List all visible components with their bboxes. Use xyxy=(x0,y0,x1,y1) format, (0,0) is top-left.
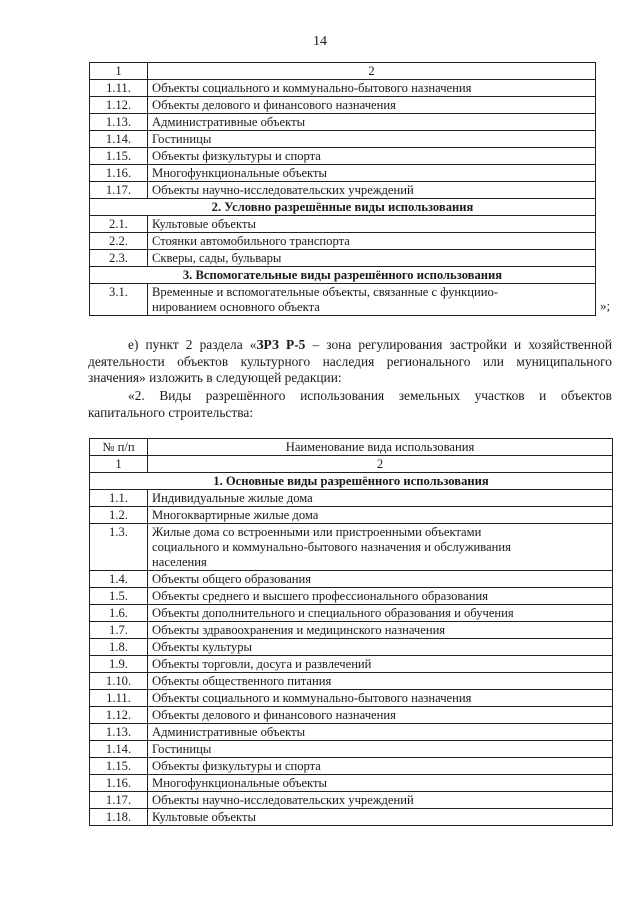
row-number: 1.14. xyxy=(90,131,148,148)
row-text: Объекты общего образования xyxy=(148,571,613,588)
row-text: Индивидуальные жилые дома xyxy=(148,490,613,507)
table-row xyxy=(90,216,596,233)
table-row xyxy=(90,571,613,588)
row-number: 1.11. xyxy=(90,80,148,97)
row-text: Гостиницы xyxy=(148,131,596,148)
zone-code: ЗРЗ Р-5 xyxy=(256,337,306,352)
row-number: 1.15. xyxy=(90,148,148,165)
row-number: 1.5. xyxy=(90,588,148,605)
table-row xyxy=(90,673,613,690)
row-text: Объекты социального и коммунально-бытового назначения xyxy=(148,690,613,707)
row-text: Скверы, сады, бульвары xyxy=(148,250,596,267)
row-text: Административные объекты xyxy=(148,114,596,131)
row-text: Объекты общественного питания xyxy=(148,673,613,690)
table-header-row xyxy=(90,439,613,456)
row-number: 1.8. xyxy=(90,639,148,656)
amendment-paragraph xyxy=(88,337,612,387)
table-subheader-row xyxy=(90,456,613,473)
row-number: 1.10. xyxy=(90,673,148,690)
table-row xyxy=(90,656,613,673)
table-row xyxy=(90,233,596,250)
column-number-header: 1 xyxy=(90,63,148,80)
row-text: Культовые объекты xyxy=(148,216,596,233)
row-number: 1.2. xyxy=(90,507,148,524)
row-number: 1.14. xyxy=(90,741,148,758)
row-text: Административные объекты xyxy=(148,724,613,741)
row-number: 1.18. xyxy=(90,809,148,826)
column-number-header: № п/п xyxy=(90,439,148,456)
table-row xyxy=(90,114,596,131)
table-row xyxy=(90,741,613,758)
column-name-header: Наименование вида использования xyxy=(148,439,613,456)
row-text: Многофункциональные объекты xyxy=(148,775,613,792)
row-text: Объекты среднего и высшего профессионального образования xyxy=(148,588,613,605)
table-row xyxy=(90,131,596,148)
row-text: Объекты здравоохранения и медицинского назначения xyxy=(148,622,613,639)
row-number: 1.12. xyxy=(90,707,148,724)
section-heading-conditional: 2. Условно разрешённые виды использования xyxy=(90,199,596,216)
row-number: 1.17. xyxy=(90,792,148,809)
table-row xyxy=(90,690,613,707)
row-number: 1.15. xyxy=(90,758,148,775)
row-number: 1.1. xyxy=(90,490,148,507)
column-name-header: 2 xyxy=(148,63,596,80)
paragraph-prefix: е) пункт 2 раздела « xyxy=(128,337,257,352)
row-number: 1.11. xyxy=(90,690,148,707)
row-number: 1.13. xyxy=(90,114,148,131)
row-text xyxy=(148,524,613,571)
table-row xyxy=(90,588,613,605)
column-index-2: 2 xyxy=(148,456,613,473)
row-text: Объекты научно-исследовательских учреждений xyxy=(148,792,613,809)
row-text: Объекты социального и коммунально-бытового назначения xyxy=(148,80,596,97)
section-heading-row xyxy=(90,473,613,490)
page-number: 14 xyxy=(313,34,327,49)
row-text: Объекты делового и финансового назначения xyxy=(148,97,596,114)
row-text-line: социального и коммунально-бытового назначения и обслуживания xyxy=(152,540,511,554)
table-row xyxy=(90,622,613,639)
row-number: 1.16. xyxy=(90,775,148,792)
row-text-line: нированием основного объекта xyxy=(152,300,320,314)
column-index-1: 1 xyxy=(90,456,148,473)
row-number: 1.3. xyxy=(90,524,148,571)
row-number: 1.7. xyxy=(90,622,148,639)
row-text xyxy=(148,284,596,316)
table-row xyxy=(90,758,613,775)
row-text: Многоквартирные жилые дома xyxy=(148,507,613,524)
closing-quote: »; xyxy=(600,298,611,313)
table-row xyxy=(90,792,613,809)
row-number: 2.3. xyxy=(90,250,148,267)
row-number: 1.17. xyxy=(90,182,148,199)
row-text: Стоянки автомобильного транспорта xyxy=(148,233,596,250)
table-row xyxy=(90,639,613,656)
section-intro-paragraph xyxy=(88,388,612,421)
table-header-row xyxy=(90,63,596,80)
row-text: Объекты торговли, досуга и развлечений xyxy=(148,656,613,673)
table-row xyxy=(90,250,596,267)
row-number: 1.16. xyxy=(90,165,148,182)
row-text: Многофункциональные объекты xyxy=(148,165,596,182)
row-text: Объекты дополнительного и специального образования и обучения xyxy=(148,605,613,622)
row-number: 1.4. xyxy=(90,571,148,588)
table-row xyxy=(90,809,613,826)
row-number: 2.2. xyxy=(90,233,148,250)
table-row xyxy=(90,182,596,199)
section-heading-main: 1. Основные виды разрешённого использования xyxy=(90,473,613,490)
row-text: Культовые объекты xyxy=(148,809,613,826)
table-row xyxy=(90,775,613,792)
permitted-uses-table xyxy=(89,438,613,826)
row-text: Гостиницы xyxy=(148,741,613,758)
table-row xyxy=(90,507,613,524)
row-text-line: Жилые дома со встроенными или пристроенными объектами xyxy=(152,525,482,539)
table-row xyxy=(90,165,596,182)
row-text: Объекты физкультуры и спорта xyxy=(148,148,596,165)
paragraph-suffix: – зона регулирования застройки и хозяйственной деятельности объектов культурного наследия регионального или муниципального значения» изложить в следующей редакции: xyxy=(88,337,612,385)
table-row xyxy=(90,524,613,571)
section-heading-row xyxy=(90,199,596,216)
row-text-line: Временные и вспомогательные объекты, связанные с функциио- xyxy=(152,285,498,299)
row-text: Объекты делового и финансового назначения xyxy=(148,707,613,724)
table-row xyxy=(90,490,613,507)
permitted-uses-table-continued xyxy=(89,62,596,316)
row-number: 1.12. xyxy=(90,97,148,114)
table-row xyxy=(90,284,596,316)
table-row xyxy=(90,80,596,97)
row-text: Объекты научно-исследовательских учреждений xyxy=(148,182,596,199)
table-row xyxy=(90,707,613,724)
row-number: 1.6. xyxy=(90,605,148,622)
row-number: 2.1. xyxy=(90,216,148,233)
row-number: 3.1. xyxy=(90,284,148,316)
paragraph-text: «2. Виды разрешённого использования земельных участков и объектов капитального строительства: xyxy=(88,388,612,420)
row-text: Объекты физкультуры и спорта xyxy=(148,758,613,775)
row-number: 1.13. xyxy=(90,724,148,741)
table-row xyxy=(90,724,613,741)
row-text: Объекты культуры xyxy=(148,639,613,656)
section-heading-row xyxy=(90,267,596,284)
table-row xyxy=(90,605,613,622)
table-row xyxy=(90,148,596,165)
table-row xyxy=(90,97,596,114)
section-heading-auxiliary: 3. Вспомогательные виды разрешённого использования xyxy=(90,267,596,284)
row-text-line: населения xyxy=(152,555,207,569)
row-number: 1.9. xyxy=(90,656,148,673)
